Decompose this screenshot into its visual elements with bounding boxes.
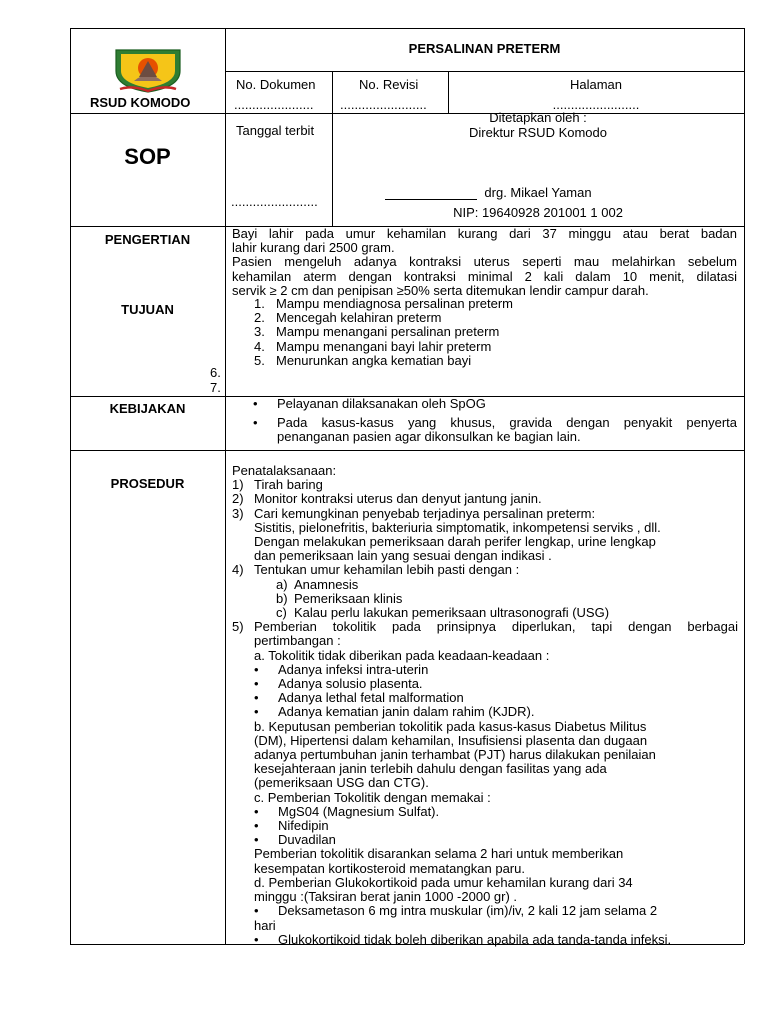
tujuan-label: TUJUAN <box>121 302 174 317</box>
paragraph-line: minggu :(Taksiran berat janin 1000 -2000 gr) . <box>254 889 518 905</box>
bullet-item: • Nifedipin <box>254 818 329 834</box>
sub-heading: c. Pemberian Tokolitik dengan memakai : <box>254 789 491 805</box>
paragraph-line: (pemeriksaan USG dan CTG). <box>254 775 429 791</box>
bullet-item: • MgS04 (Magnesium Sulfat). <box>254 803 440 819</box>
bullet-item: • Adanya lethal fetal malformation <box>254 690 464 706</box>
list-item: 3. Mampu menangani persalinan preterm <box>254 324 500 340</box>
no-revisi-value: ........................ <box>340 97 427 112</box>
prosedur-intro: Penatalaksanaan: <box>232 463 337 478</box>
sub-heading: a. Tokolitik tidak diberikan pada keadaan-keadaan : <box>254 647 550 663</box>
bullet-item: • Duvadilan <box>254 832 336 848</box>
ditetapkan-oleh: Ditetapkan oleh : <box>489 110 587 125</box>
kebijakan-item: • Pada kasus-kasus yang khusus, gravida dengan penyakit penyerta <box>253 415 737 430</box>
prosedur-body <box>232 464 738 947</box>
sub-heading: b. Keputusan pemberian tokolitik pada kasus-kasus Diabetus Militus <box>254 718 647 734</box>
sub-heading: d. Pemberian Glukokortikoid pada umur kehamilan kurang dari 34 <box>254 874 633 890</box>
stray-number-7: 7. <box>210 380 221 395</box>
pengertian-line: servik ≥ 2 cm dan penipisan ≥50% serta ditemukan lendir campur darah. <box>232 282 649 298</box>
paragraph-line: kesempatan kortikosteroid mematangkan paru. <box>254 860 525 876</box>
list-item: 2. Mencegah kelahiran preterm <box>254 310 442 326</box>
no-revisi-label: No. Revisi <box>359 77 419 92</box>
bullet-item: • Glukokortikoid tidak boleh diberikan apabila ada tanda-tanda infeksi. <box>254 931 672 947</box>
bullet-item: • Adanya infeksi intra-uterin <box>254 661 429 677</box>
tanggal-terbit-value: ........................ <box>231 194 318 209</box>
pengertian-line: lahir kurang dari 2500 gram. <box>232 240 395 256</box>
pengertian-text <box>232 227 737 298</box>
bullet-item-cont: hari <box>254 917 276 933</box>
bullet-item: • Deksametason 6 mg intra muskular (im)/iv, 2 kali 12 jam selama 2 <box>254 903 658 919</box>
list-item: 5) Pemberian tokolitik pada prinsipnya diperlukan, tapi dengan berbagai <box>232 619 738 635</box>
no-dokumen-label: No. Dokumen <box>236 77 316 92</box>
kebijakan-label: KEBIJAKAN <box>109 401 186 416</box>
pengertian-label: PENGERTIAN <box>104 232 191 247</box>
sub-item: b) Pemeriksaan klinis <box>276 590 403 606</box>
halaman-value: ........................ <box>552 97 640 112</box>
no-dokumen-value: ...................... <box>234 97 314 112</box>
document-title: PERSALINAN PRETERM <box>408 41 561 56</box>
list-item: 4. Mampu menangani bayi lahir preterm <box>254 338 492 354</box>
list-item: 1. Mampu mendiagnosa persalinan preterm <box>254 296 514 311</box>
bullet-item: • Adanya kematian janin dalam rahim (KJDR). <box>254 704 535 720</box>
pengertian-line: kehamilan aterm dengan kontraksi minimal 2 kali dalam 10 menit, dilatasi <box>232 268 737 284</box>
bullet-item: • Adanya solusio plasenta. <box>254 676 423 692</box>
paragraph-line: Pemberian tokolitik disarankan selama 2 hari untuk memberikan <box>254 846 624 862</box>
signer-nip: NIP: 19640928 201001 1 002 <box>453 205 623 220</box>
pengertian-line: Pasien mengeluh adanya kontraksi uterus seperti mau melahirkan sebelum <box>232 254 737 270</box>
list-item: 4) Tentukan umur kehamilan lebih pasti dengan : <box>232 562 520 578</box>
paragraph-line: (DM), Hipertensi dalam kehamilan, Insufisiensi plasenta dan dugaan <box>254 732 648 748</box>
sub-item: a) Anamnesis <box>276 576 359 592</box>
hospital-logo <box>112 47 184 93</box>
halaman-label: Halaman <box>569 77 623 92</box>
list-item-cont: Sistitis, pielonefritis, bakteriuria simptomatik, inkompetensi serviks , dll. <box>254 519 661 535</box>
prosedur-label: PROSEDUR <box>110 476 185 491</box>
hospital-name: RSUD KOMODO <box>90 95 191 110</box>
pengertian-line: Bayi lahir pada umur kehamilan kurang dari 37 minggu atau berat badan <box>232 226 737 241</box>
list-item-cont: Dengan melakukan pemeriksaan darah perifer lengkap, urine lengkap <box>254 534 656 550</box>
list-item: 2) Monitor kontraksi uterus dan denyut jantung janin. <box>232 491 542 507</box>
stray-number-6: 6. <box>210 365 221 380</box>
paragraph-line: kesejahteraan janin terlebih dahulu dengan fasilitas yang ada <box>254 761 607 777</box>
list-item-cont: pertimbangan : <box>254 633 341 649</box>
direktur-title: Direktur RSUD Komodo <box>469 125 607 140</box>
kebijakan-item-cont: penanganan pasien agar dikonsulkan ke bagian lain. <box>277 429 581 444</box>
sub-item: c) Kalau perlu lakukan pemeriksaan ultrasonografi (USG) <box>276 605 610 621</box>
list-item-cont: dan pemeriksaan lain yang sesuai dengan indikasi . <box>254 548 552 564</box>
list-item: 3) Cari kemungkinan penyebab terjadinya persalinan preterm: <box>232 505 596 521</box>
tanggal-terbit-label: Tanggal terbit <box>236 123 315 138</box>
kebijakan-item: • Pelayanan dilaksanakan oleh SpOG <box>253 396 486 411</box>
list-item: 5. Menurunkan angka kematian bayi <box>254 352 472 368</box>
signer-name: drg. Mikael Yaman <box>484 185 592 200</box>
paragraph-line: adanya pertumbuhan janin terhambat (PJT) harus dilakukan penilaian <box>254 747 656 763</box>
list-item: 1) Tirah baring <box>232 477 323 493</box>
tujuan-list <box>254 297 513 368</box>
sop-label: SOP <box>124 144 171 169</box>
